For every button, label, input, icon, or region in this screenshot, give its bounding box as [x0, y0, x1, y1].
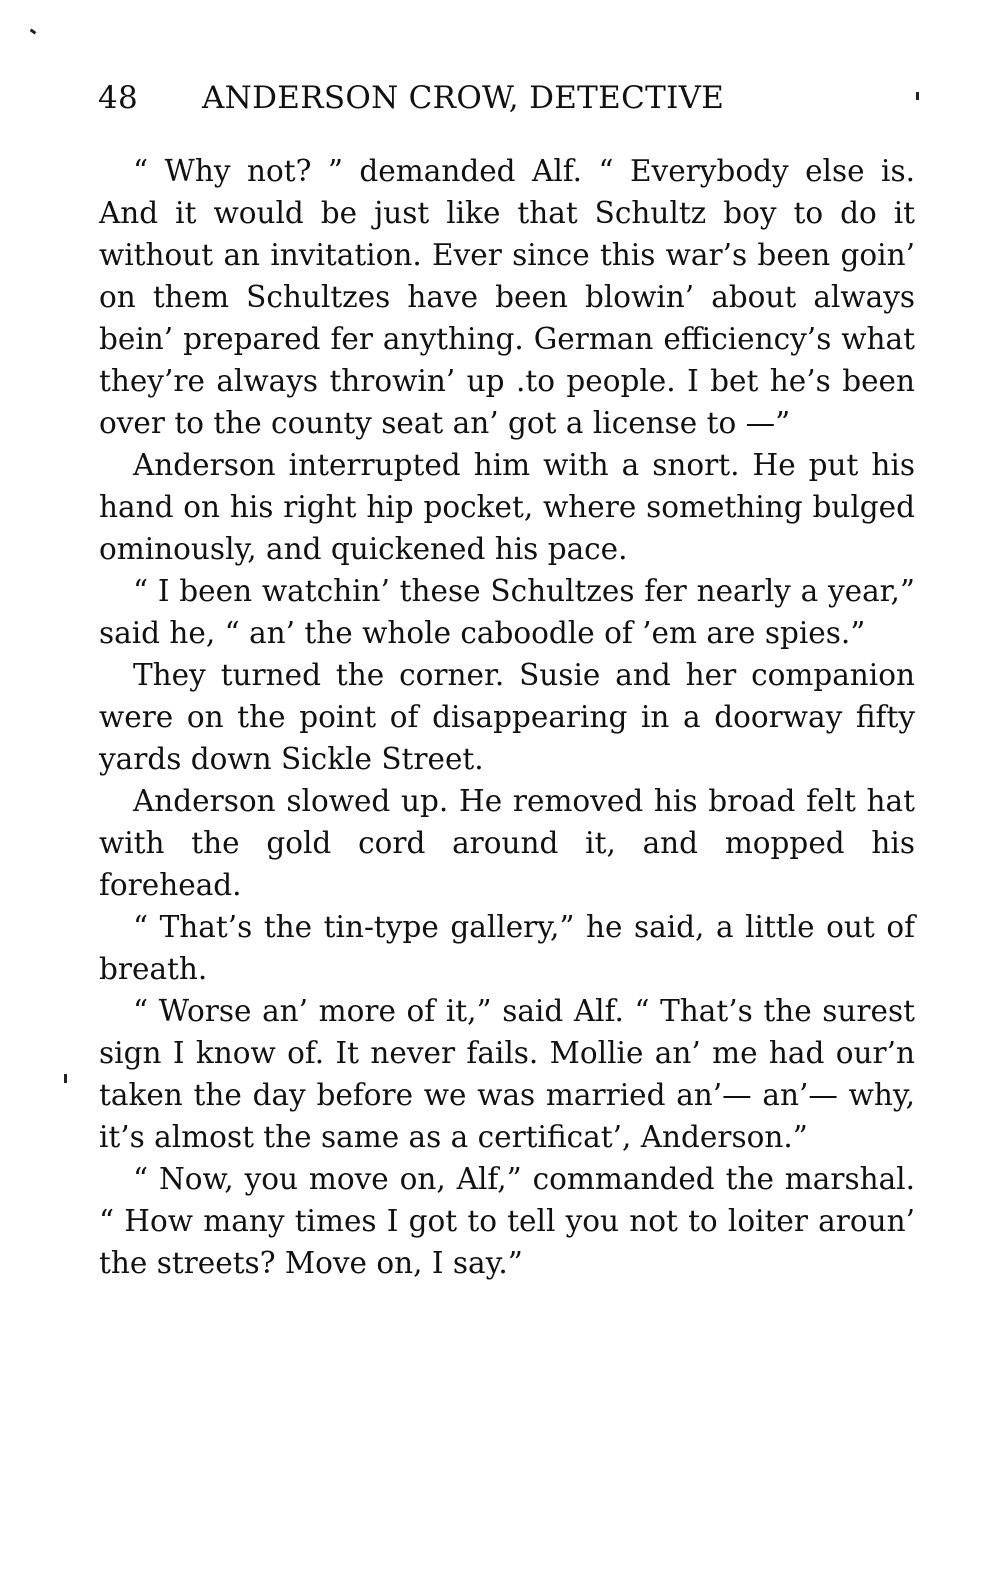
- print-speck-margin-left: [64, 1074, 67, 1083]
- paragraph: “ I been watchin’ these Schultzes fer nearly a year,” said he, “ an’ the whole caboodle of ’em are spies.”: [99, 574, 915, 650]
- print-speck-top-left: [30, 29, 37, 35]
- paragraph: Anderson interrupted him with a snort. He put his hand on his right hip pocket, where something bulged ominously, and quickened his pace.: [99, 448, 915, 566]
- body-text: [99, 150, 915, 1284]
- paragraph: They turned the corner. Susie and her companion were on the point of disappearing in a doorway fifty yards down Sickle Street.: [99, 658, 915, 776]
- paragraph: “ Worse an’ more of it,” said Alf. “ That’s the surest sign I know of. It never fails. Mollie an’ me had our’n taken the day before we was married an’— an’— why, it’s almost the same as a certificat’, Anderson.”: [99, 994, 915, 1154]
- running-title: ANDERSON CROW, DETECTIVE: [202, 80, 725, 116]
- page-number: 48: [98, 80, 139, 116]
- paragraph: “ Now, you move on, Alf,” commanded the marshal. “ How many times I got to tell you not to loiter aroun’ the streets? Move on, I say.”: [99, 1162, 915, 1280]
- paragraph: “ Why not? ” demanded Alf. “ Everybody else is. And it would be just like that Schultz boy to do it without an invitation. Ever since this war’s been goin’ on them Schultzes have been blowin’ about always bein’ prepared fer anything. German efficiency’s what they’re always throwin’ up .to people. I bet he’s been over to the county seat an’ got a license to —”: [99, 154, 915, 440]
- paragraph: Anderson slowed up. He removed his broad felt hat with the gold cord around it, and mopped his forehead.: [99, 784, 915, 902]
- page-header: [98, 80, 818, 128]
- paragraph: “ That’s the tin-type gallery,” he said, a little out of breath.: [99, 910, 915, 986]
- print-speck-top-right: [916, 92, 919, 100]
